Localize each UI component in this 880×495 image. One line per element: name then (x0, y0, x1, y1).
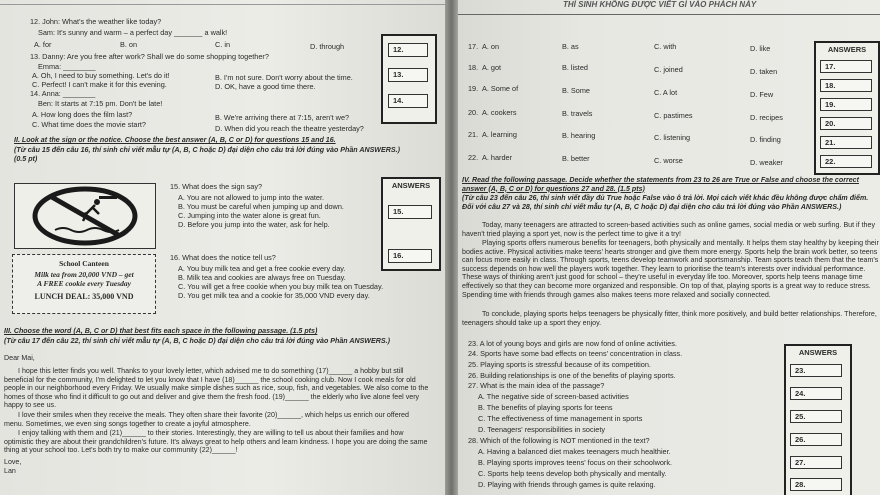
answers-header: ANSWERS (798, 348, 838, 357)
no-writing-header: THÍ SINH KHÔNG ĐƯỢC VIẾT GÌ VÀO PHÁCH NÀY (563, 0, 757, 9)
q12-opt-c: C. in (215, 40, 231, 49)
q14-opt-a: A. How long does the film last? (32, 110, 133, 119)
answer-cell-21[interactable]: 21. (820, 136, 872, 149)
q12-reply: Sam: It's sunny and warm – a perfect day _______ a walk! (38, 28, 228, 37)
q27-opt-b: B. The benefits of playing sports for teens (478, 403, 613, 412)
q27-opt-c: C. The effectiveness of time management in sports (478, 414, 643, 423)
letter-greeting: Dear Mai, (4, 354, 35, 362)
answer-cell-24[interactable]: 24. (790, 387, 842, 400)
question-28: 28. Which of the following is NOT mentioned in the text? (468, 436, 650, 445)
section-3-title: III. Choose the word (A, B, C or D) that best fits each space in the following passage. (1.5 pts) (4, 327, 318, 335)
answer-cell-13[interactable]: 13. (388, 68, 428, 82)
q13-reply: Emma: ________ (38, 62, 96, 71)
mcq-17-b: B. as (562, 42, 579, 51)
q13-opt-d: D. OK, have a good time there. (215, 82, 316, 91)
answer-cell-15[interactable]: 15. (388, 205, 432, 219)
statement-24: 24. Sports have some bad effects on teens' concentration in class. (468, 349, 683, 358)
answer-box-23-28 (784, 344, 852, 495)
canteen-line-1: Milk tea from 20,000 VND – get (34, 270, 134, 279)
passage-paragraph-2: Playing sports offers numerous benefits for teenagers, both physically and mentally. It helps them stay healthy by keeping their bodies active. Physical activities make teens' hearts stronger and give them more energy. Sports help the brain work better, so teens can focus more easily in class. Through sports, teens develop teamwork and sportsmanship. Team sports teach them that the team's success depends on how well the players work together. They learn to prioritise the team's interests over individual performance. These ways of thinking aren't just good for school – they're useful in everyday life too. Moreover, sports help teens manage time effectively so that they can become more organized and responsible. On top of that, playing sports is a great way to reduce stress. Spending time with friends through games also makes teens more relaxed and socially connected. (462, 239, 879, 299)
q15-opt-d: D. Before you jump into the water, ask for help. (178, 220, 330, 229)
book-gutter (445, 0, 458, 495)
canteen-line-2: A FREE cookie every Tuesday (37, 279, 131, 288)
q27-opt-a: A. The negative side of screen-based activities (478, 392, 629, 401)
right-exam-page (458, 0, 880, 495)
section-4-subtitle: (Từ câu 23 đến câu 26, thí sinh viết đầy đủ True hoặc False vào ô trả lời. Mọi cách viết khác đều không được chấm điểm. Đối với câu 27 và 28, thí sinh chỉ viết mẫu tự (A, B, C hoặc D) đại diện cho câu trả lời đúng vào Phần ANSWERS.) (462, 194, 869, 211)
statement-25: 25. Playing sports is stressful because of its competition. (468, 360, 651, 369)
answers-header: ANSWERS (391, 181, 431, 190)
answer-cell-22[interactable]: 22. (820, 155, 872, 168)
mcq-20-a: A. cookers (482, 108, 517, 117)
q15-prompt: 15. What does the sign say? (170, 182, 263, 191)
statement-26: 26. Building relationships is one of the benefits of playing sports. (468, 371, 676, 380)
mcq-19-d: D. Few (750, 90, 774, 99)
mcq-21-b: B. hearing (562, 131, 596, 140)
letter-signature: Lan (4, 467, 16, 475)
mcq-22-b: B. better (562, 154, 590, 163)
answer-box-15-16 (381, 177, 441, 271)
mcq-21-d: D. finding (750, 135, 781, 144)
section-2-title: II. Look at the sign or the notice. Choose the best answer (A, B, C or D) for questions 15 and 16. (14, 136, 336, 144)
answer-cell-17[interactable]: 17. (820, 60, 872, 73)
answer-box-12-14 (381, 34, 437, 124)
mcq-17-d: D. like (750, 44, 771, 53)
q12-opt-a: A. for (34, 40, 52, 49)
section-2-subtitle: (Từ câu 15 đến câu 16, thí sinh chỉ viết mẫu tự (A, B, C hoặc D) đại diện cho câu trả lời đúng vào Phần ANSWERS.) (0.5 pt) (14, 146, 400, 163)
answers-header: ANSWERS (827, 45, 867, 54)
mcq-21-c: C. listening (654, 133, 691, 142)
q14-reply: Ben: It starts at 7:15 pm. Don't be late! (38, 99, 163, 108)
canteen-notice (12, 254, 156, 314)
canteen-title: School Canteen (59, 259, 109, 268)
q13-prompt: 13. Danny: Are you free after work? Shall we do some shopping together? (30, 52, 269, 61)
answer-cell-16[interactable]: 16. (388, 249, 432, 263)
q27-opt-d: D. Teenagers' responsibilities in society (478, 425, 605, 434)
mcq-19-number: 19. (468, 84, 479, 93)
q12-opt-d: D. through (310, 42, 345, 51)
mcq-20-c: C. pastimes (654, 111, 693, 120)
mcq-22-c: C. worse (654, 156, 683, 165)
q14-opt-c: C. What time does the movie start? (32, 120, 146, 129)
mcq-19-c: C. A lot (654, 88, 678, 97)
q16-opt-c: C. You will get a free cookie when you buy milk tea on Tuesday. (178, 282, 384, 291)
mcq-19-b: B. Some (562, 86, 590, 95)
answer-cell-12[interactable]: 12. (388, 43, 428, 57)
q28-opt-a: A. Having a balanced diet makes teenagers much healthier. (478, 447, 671, 456)
q14-opt-d: D. When did you reach the theatre yesterday? (215, 124, 364, 133)
q13-opt-b: B. I'm not sure. Don't worry about the time. (215, 73, 353, 82)
mcq-18-a: A. got (482, 63, 502, 72)
letter-paragraph-2: I love their smiles when they receive the meals. They often share their favorite (20)______, which helps us enrich our offered menu. Sometimes, we even sing songs together to create a joyful atmosphere. (4, 411, 409, 428)
no-jumping-icon (15, 184, 155, 248)
mcq-20-d: D. recipes (750, 113, 783, 122)
mcq-21-a: A. learning (482, 130, 517, 139)
mcq-20-b: B. travels (562, 109, 593, 118)
q28-opt-b: B. Playing sports improves teens' focus on their schoolwork. (478, 458, 673, 467)
q12-opt-b: B. on (120, 40, 138, 49)
q15-opt-a: A. You are not allowed to jump into the water. (178, 193, 325, 202)
mcq-21-number: 21. (468, 130, 479, 139)
statement-23: 23. A lot of young boys and girls are now fond of online activities. (468, 339, 677, 348)
answer-cell-28[interactable]: 28. (790, 478, 842, 491)
answer-cell-18[interactable]: 18. (820, 79, 872, 92)
q16-opt-b: B. Milk tea and cookies are always free on Tuesday. (178, 273, 346, 282)
mcq-19-a: A. Some of (482, 84, 519, 93)
no-jumping-sign (14, 183, 156, 249)
canteen-line-3: LUNCH DEAL: 35,000 VND (34, 292, 134, 301)
q16-prompt: 16. What does the notice tell us? (170, 253, 276, 262)
q16-opt-d: D. You get milk tea and a cookie for 35,000 VND every day. (178, 291, 370, 300)
answer-cell-25[interactable]: 25. (790, 410, 842, 423)
q28-opt-c: C. Sports help teens develop both physically and mentally. (478, 469, 667, 478)
mcq-22-a: A. harder (482, 153, 513, 162)
answer-cell-27[interactable]: 27. (790, 456, 842, 469)
q13-opt-a: A. Oh, I need to buy something. Let's do it! (32, 71, 170, 80)
answer-box-17-22 (814, 41, 880, 175)
passage-paragraph-1: Today, many teenagers are attracted to screen-based activities such as online games, social media or web surfing. But if they haven't tried playing a sport yet, now is the perfect time to give it a try! (462, 221, 875, 238)
answer-cell-19[interactable]: 19. (820, 98, 872, 111)
question-27: 27. What is the main idea of the passage? (468, 381, 605, 390)
mcq-22-number: 22. (468, 153, 479, 162)
section-3-subtitle: (Từ câu 17 đến câu 22, thí sinh chỉ viết mẫu tự (A, B, C hoặc D) đại diện cho câu trả lời đúng vào Phần ANSWERS.) (4, 337, 390, 345)
q28-opt-d: D. Playing with friends through games is quite relaxing. (478, 480, 656, 489)
q13-opt-c: C. Perfect! I can't make it for this evening. (32, 80, 167, 89)
letter-closing: Love, (4, 458, 22, 466)
mcq-18-number: 18. (468, 63, 479, 72)
q14-opt-b: B. We're arriving there at 7:15, aren't we? (215, 113, 350, 122)
page-top-edge (0, 0, 445, 5)
answer-cell-14[interactable]: 14. (388, 94, 428, 108)
mcq-17-c: C. with (654, 42, 677, 51)
passage-paragraph-3: To conclude, playing sports helps teenagers be physically fitter, think more positively, and build better relationships. Therefore, teenagers should take up a sport they enjoy. (462, 310, 877, 327)
answer-cell-23[interactable]: 23. (790, 364, 842, 377)
letter-paragraph-1: I hope this letter finds you well. Thanks to your lovely letter, which advised me to do something (17)______ a hobby but still beneficial for the community, I'm delighted to let you know that I have (18)______ the school cooking club. Now I cook meals for old people in our neighborhood every Friday. We usually make simple dishes such as rice, soup, fish, and vegetables. We also come to the homes of those who find it difficult to go out and deliver and give them the fresh food. (19)______ the elderly who live alone feel very happy to see us. (4, 367, 429, 410)
mcq-18-c: C. joined (654, 65, 683, 74)
q14-prompt: 14. Anna: ________ (30, 89, 96, 98)
mcq-17-a: A. on (482, 42, 500, 51)
letter-paragraph-3: I enjoy talking with them and (21)______ to their stories. Interestingly, they are willing to tell us about their families and how optimistic they are about their grandchildren's future. It's always great to help others and learn kindness. I hope you are doing the same thing at your school too. Let's both try to make our community (22)______! (4, 429, 428, 455)
mcq-18-b: B. listed (562, 63, 588, 72)
header-divider (458, 14, 880, 15)
answer-cell-20[interactable]: 20. (820, 117, 872, 130)
mcq-17-number: 17. (468, 42, 479, 51)
q12-prompt: 12. John: What's the weather like today? (30, 17, 162, 26)
mcq-22-d: D. weaker (750, 158, 783, 167)
q15-opt-c: C. Jumping into the water alone is great fun. (178, 211, 321, 220)
section-4-title: IV. Read the following passage. Decide whether the statements from 23 to 26 are True or False and choose the correct answer (A, B, C or D) for questions 27 and 28. (1.5 pts) (462, 176, 859, 193)
q15-opt-b: B. You must be careful when jumping up and down. (178, 202, 344, 211)
answer-cell-26[interactable]: 26. (790, 433, 842, 446)
q16-opt-a: A. You buy milk tea and get a free cookie every day. (178, 264, 346, 273)
mcq-20-number: 20. (468, 108, 479, 117)
mcq-18-d: D. taken (750, 67, 778, 76)
